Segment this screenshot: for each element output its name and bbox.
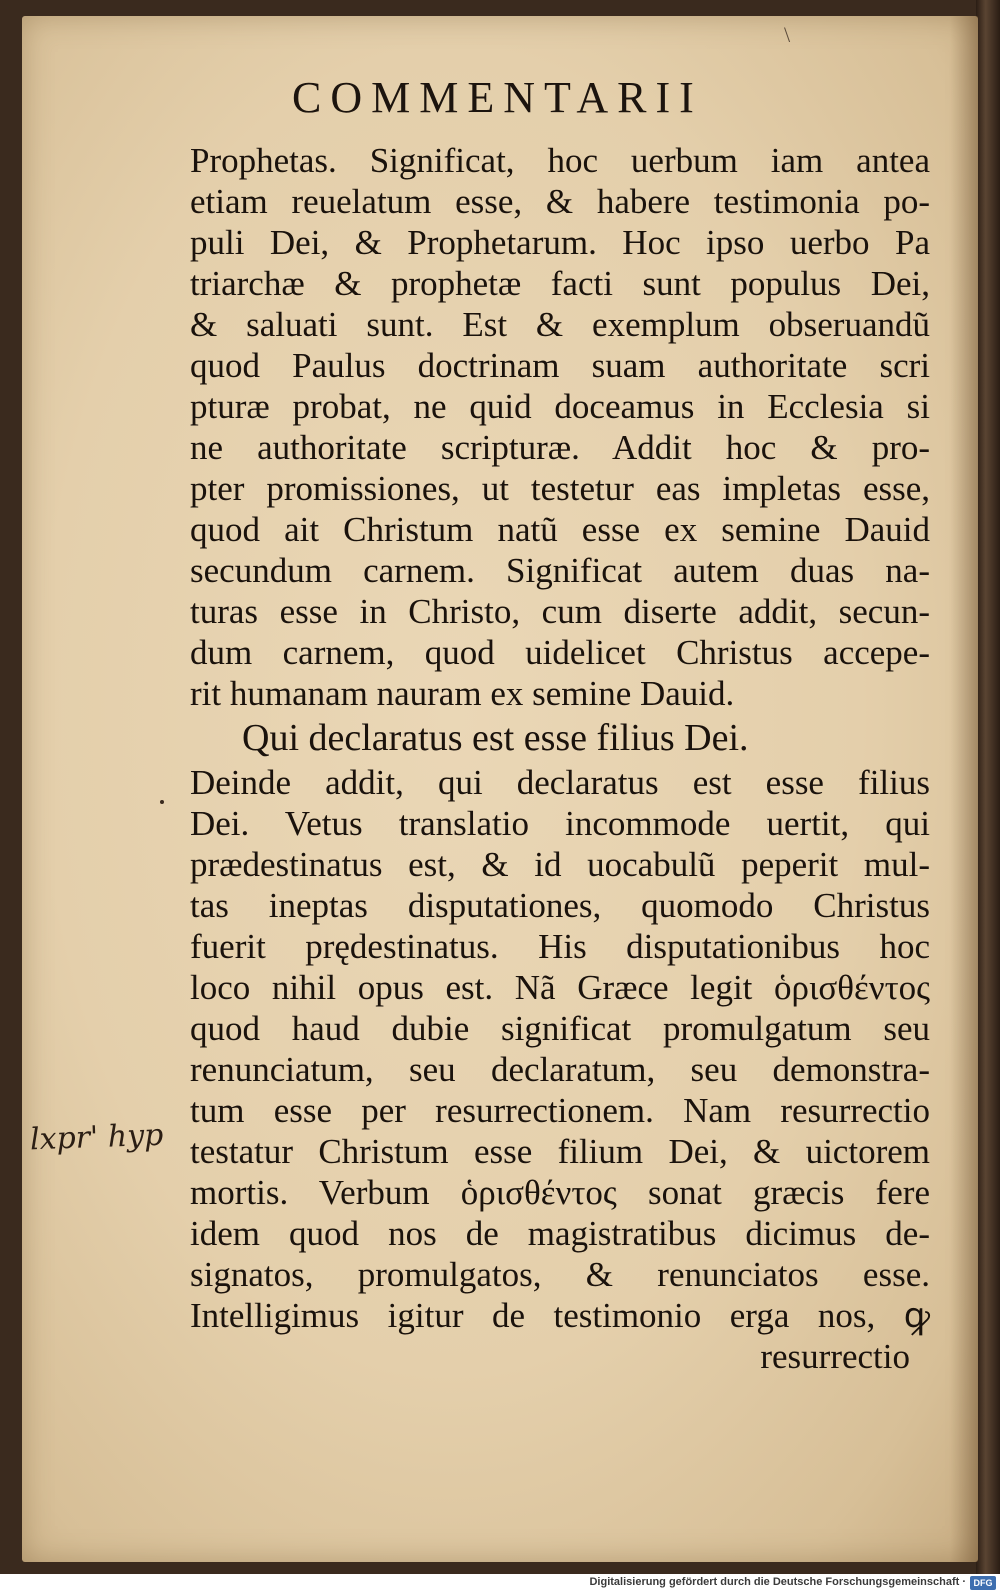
text-line: testatur Christum esse filium Dei, & uictorem — [190, 1132, 930, 1171]
running-head: COMMENTARII — [292, 73, 703, 122]
text-line: renunciatum, seu declaratum, seu demonstra- — [190, 1050, 930, 1089]
text-line: quod ait Christum natũ esse ex semine Dauid — [190, 510, 930, 549]
margin-dot — [160, 800, 164, 804]
text-line: quod Paulus doctrinam suam authoritate scri — [190, 346, 930, 385]
footer-credit: Digitalisierung gefördert durch die Deutsche Forschungsgemeinschaft · — [589, 1576, 966, 1588]
text-line: ne authoritate scripturæ. Addit hoc & pro- — [190, 428, 930, 467]
text-line: fuerit prędestinatus. His disputationibus hoc — [190, 927, 930, 966]
text-line: tas ineptas disputationes, quomodo Christus — [190, 886, 930, 925]
text-line: prædestinatus est, & id uocabulũ peperit mul- — [190, 845, 930, 884]
text-line: loco nihil opus est. Nã Græce legit ὁρισθέντος — [190, 968, 930, 1007]
text-line: pter promissiones, ut testetur eas impletas esse, — [190, 469, 930, 508]
text-line: Deinde addit, qui declaratus est esse filius — [190, 763, 930, 802]
text-line: rit humanam nauram ex semine Dauid. — [190, 674, 735, 713]
text-line: idem quod nos de magistratibus dicimus de- — [190, 1214, 930, 1253]
text-line: Intelligimus igitur de testimonio erga nos, ꝙ — [190, 1296, 930, 1335]
handwritten-marginal-note: lxpr' hyp — [29, 1117, 164, 1158]
text-line: secundum carnem. Significat autem duas na- — [190, 551, 930, 590]
text-line: mortis. Verbum ὁρισθέντος sonat græcis fere — [190, 1173, 930, 1212]
text-line: triarchæ & prophetæ facti sunt populus Dei, — [190, 264, 930, 303]
text-line: signatos, promulgatos, & renunciatos esse. — [190, 1255, 930, 1294]
book-board-edge — [976, 0, 1000, 1574]
text-line: Dei. Vetus translatio incommode uertit, qui — [190, 804, 930, 843]
text-line: quod haud dubie significat promulgatum seu — [190, 1009, 930, 1048]
text-line: pturæ probat, ne quid doceamus in Ecclesia si — [190, 387, 930, 426]
text-line: tum esse per resurrectionem. Nam resurrectio — [190, 1091, 930, 1130]
digitization-footer — [0, 1574, 1000, 1594]
corner-pencil-mark: \ — [784, 22, 791, 47]
text-line: puli Dei, & Prophetarum. Hoc ipso uerbo Pa — [190, 223, 930, 262]
section-heading: Qui declaratus est esse filius Dei. — [242, 717, 749, 759]
body-text — [190, 140, 930, 1377]
text-line: turas esse in Christo, cum diserte addit, secun- — [190, 592, 930, 631]
page-fold-shadow — [950, 16, 978, 1562]
text-line: Prophetas. Significat, hoc uerbum iam antea — [190, 141, 930, 180]
text-line: & saluati sunt. Est & exemplum obseruandũ — [190, 305, 930, 344]
text-line: dum carnem, quod uidelicet Christus accepe- — [190, 633, 930, 672]
dfg-logo: DFG — [970, 1576, 996, 1590]
text-line: etiam reuelatum esse, & habere testimonia po- — [190, 182, 930, 221]
catchword: resurrectio — [760, 1337, 910, 1376]
